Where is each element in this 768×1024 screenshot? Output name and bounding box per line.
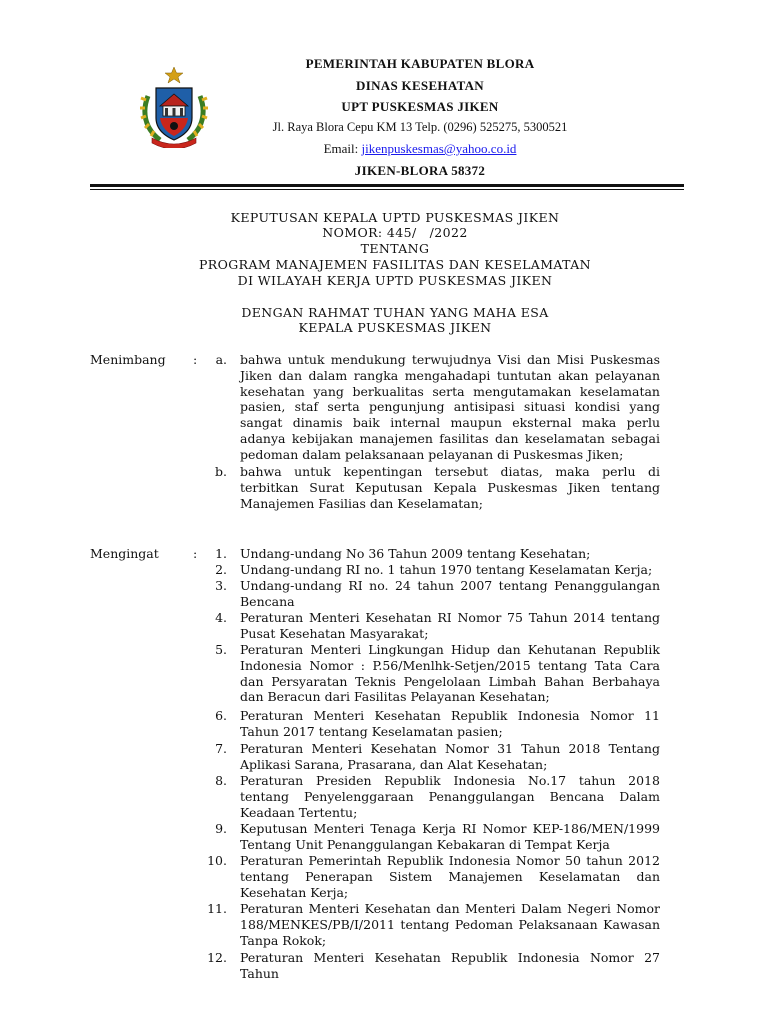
menimbang-colon: : [193,352,198,367]
item-text: Peraturan Menteri Kesehatan Republik Indonesia Nomor 27 Tahun [240,950,660,981]
mengingat-item-2 [200,562,660,578]
letterhead-government: PEMERINTAH KABUPATEN BLORA [305,56,535,71]
mengingat-label: Mengingat [90,546,159,561]
letterhead-address: Jl. Raya Blora Cepu KM 13 Telp. (0296) 525275, 5300521 [272,120,568,134]
letterhead-email-line [200,141,640,157]
mengingat-item-7 [200,741,660,773]
mengingat-item-11 [200,901,660,948]
item-marker: 12. [207,950,227,965]
decree-invocation: DENGAN RAHMAT TUHAN YANG MAHA ESA [241,305,549,320]
decree-subject-2: DI WILAYAH KERJA UPTD PUSKESMAS JIKEN [237,273,553,288]
email-link[interactable]: jikenpuskesmas@yahoo.co.id [361,141,517,156]
item-text: Peraturan Menteri Kesehatan Nomor 31 Tahun 2018 Tentang Aplikasi Sarana, Prasarana, dan Alat Kesehatan; [240,741,660,772]
item-marker: 2. [215,562,227,577]
item-marker: b. [215,464,227,479]
item-text: Peraturan Menteri Kesehatan RI Nomor 75 Tahun 2014 tentang Pusat Kesehatan Masyarakat; [240,610,660,641]
mengingat-item-1 [200,546,660,562]
item-text: Keputusan Menteri Tenaga Kerja RI Nomor KEP-186/MEN/1999 Tentang Unit Penanggulangan Kebakaran di Tempat Kerja [240,821,660,852]
mengingat-colon: : [193,546,198,561]
item-text: Undang-undang RI no. 24 tahun 2007 tentang Penanggulangan Bencana [240,578,660,609]
mengingat-item-12 [200,950,660,982]
menimbang-label: Menimbang [90,352,166,367]
item-marker: 1. [215,546,227,561]
mengingat-item-4 [200,610,660,642]
email-label: Email: [323,141,362,156]
mengingat-item-6 [200,708,660,740]
decree-number: NOMOR: 445/ /2022 [322,225,468,240]
item-text: Peraturan Presiden Republik Indonesia No.17 tahun 2018 tentang Penyelenggaraan Penanggulangan Bencana Dalam Keadaan Tertentu; [240,773,660,820]
letterhead-city: JIKEN-BLORA 58372 [354,163,486,178]
letterhead-divider-thin [90,189,684,190]
menimbang-item-b [200,464,660,511]
menimbang-item-a [200,352,660,463]
item-marker: 6. [215,708,227,723]
item-marker: 8. [215,773,227,788]
item-text: Peraturan Menteri Kesehatan dan Menteri Dalam Negeri Nomor 188/MENKES/PB/I/2011 tentang Pedoman Pelaksanaan Kawasan Tanpa Rokok; [240,901,660,948]
item-text: Peraturan Menteri Lingkungan Hidup dan Kehutanan Republik Indonesia Nomor : P.56/Menlhk-Setjen/2015 tentang Tata Cara dan Persyaratan Teknis Pengelolaan Limbah Bahan Berbahaya dan Beracun dari Fasilitas Pelayanan Kesehatan; [240,642,660,705]
mengingat-item-10 [200,853,660,900]
item-marker: a. [215,352,227,367]
mengingat-item-9 [200,821,660,853]
mengingat-item-8 [200,773,660,820]
letterhead-divider-thick [90,184,684,187]
item-text: Peraturan Menteri Kesehatan Republik Indonesia Nomor 11 Tahun 2017 tentang Keselamatan pasien; [240,708,660,739]
item-marker: 3. [215,578,227,593]
letterhead-unit: UPT PUSKESMAS JIKEN [341,99,499,114]
decree-subject-1: PROGRAM MANAJEMEN FASILITAS DAN KESELAMATAN [199,257,591,272]
decree-about: TENTANG [360,241,430,256]
item-text: Undang-undang No 36 Tahun 2009 tentang Kesehatan; [240,546,591,561]
mengingat-item-5 [200,642,660,705]
item-text: bahwa untuk kepentingan tersebut diatas, maka perlu di terbitkan Surat Keputusan Kepala Puskesmas Jiken tentang Manajemen Fasilias dan Keselamatan; [240,464,660,511]
decree-authority: KEPALA PUSKESMAS JIKEN [298,320,492,335]
item-text: Peraturan Pemerintah Republik Indonesia Nomor 50 tahun 2012 tentang Penerapan Sistem Manajemen Keselamatan dan Kesehatan Kerja; [240,853,660,900]
item-marker: 9. [215,821,227,836]
item-marker: 4. [215,610,227,625]
mengingat-item-3 [200,578,660,610]
decree-title: KEPUTUSAN KEPALA UPTD PUSKESMAS JIKEN [230,210,560,225]
item-marker: 11. [207,901,227,916]
item-marker: 10. [207,853,227,868]
item-text: bahwa untuk mendukung terwujudnya Visi dan Misi Puskesmas Jiken dan dalam rangka mengahadapi tuntutan akan pelayanan kesehatan yang berkualitas serta mengutamakan keselamatan pasien, staf serta pengunjung antisipasi situasi kondisi yang sangat dinamis baik internal maupun eksternal maka perlu adanya kebijakan manajemen fasilitas dan keselamatan sebagai pedoman dalam pelaksanaan pelayanan di Puskesmas Jiken; [240,352,660,462]
item-marker: 7. [215,741,227,756]
letterhead-agency: DINAS KESEHATAN [356,78,484,93]
item-text: Undang-undang RI no. 1 tahun 1970 tentang Keselamatan Kerja; [240,562,653,577]
item-marker: 5. [215,642,227,657]
